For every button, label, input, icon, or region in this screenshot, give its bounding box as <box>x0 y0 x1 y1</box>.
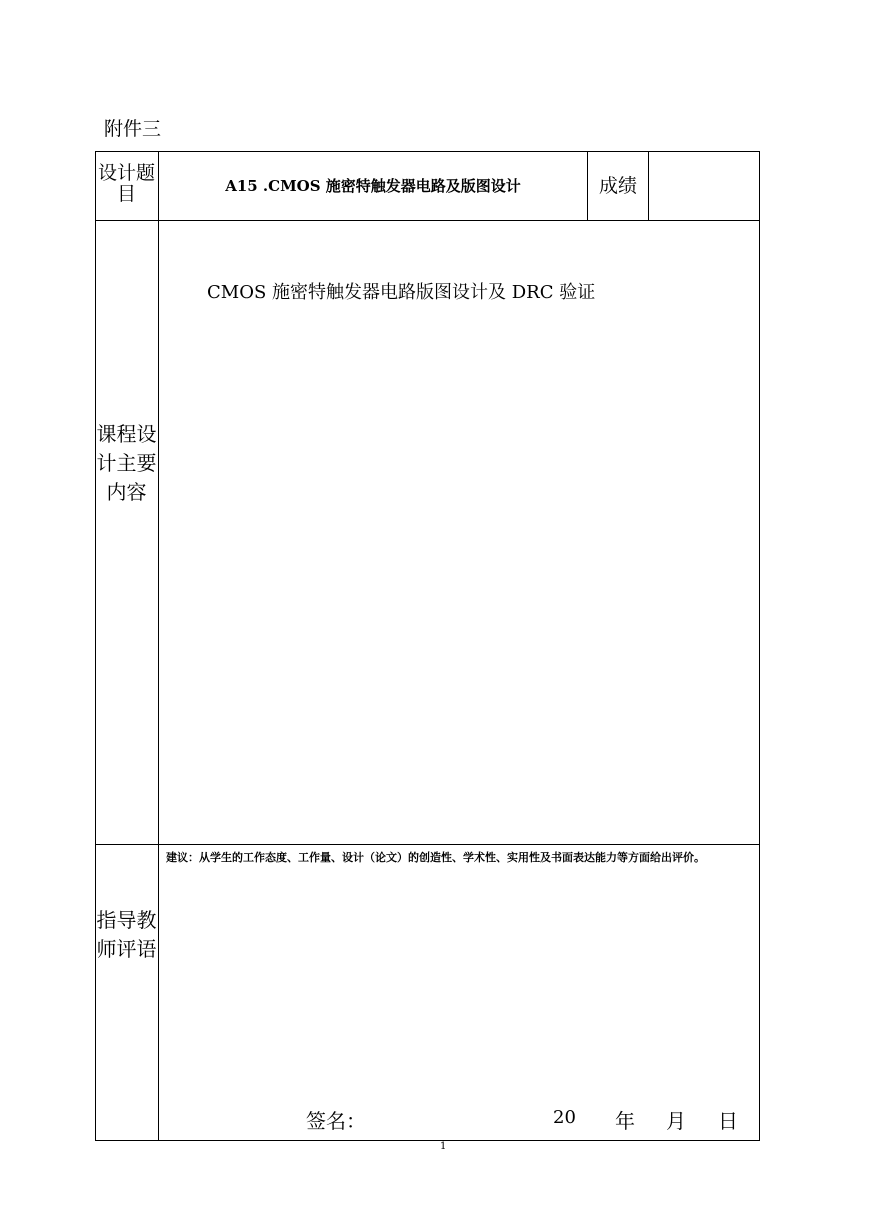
table-border-top <box>95 151 760 152</box>
date-year-prefix: 20 <box>553 1107 576 1128</box>
design-topic: A15 .CMOS 施密特触发器电路及版图设计 <box>225 177 521 195</box>
advisor-suggestion: 建议：从学生的工作态度、工作量、设计（论文）的创造性、学术性、实用性及书面表达能力等方面给出评价。 <box>166 851 705 864</box>
signature-label: 签名： <box>306 1109 366 1133</box>
page-number: 1 <box>440 1141 447 1152</box>
date-month-label: 月 <box>666 1109 686 1133</box>
date-year-label: 年 <box>615 1109 635 1133</box>
table-border-row1 <box>95 220 760 221</box>
advisor-comment-label: 指导教师评语 <box>96 908 157 961</box>
table-border-bottom <box>95 1140 760 1141</box>
table-border-right <box>759 151 760 1141</box>
table-border-grade-right <box>648 151 649 221</box>
content-title: CMOS 施密特触发器电路版图设计及 DRC 验证 <box>207 282 596 303</box>
table-border-label-col <box>158 151 159 1141</box>
table-border-left <box>95 151 96 1141</box>
attachment-label: 附件三 <box>104 118 162 140</box>
content-label: 课程设计主要内容 <box>96 422 157 504</box>
design-title-label: 设计题目 <box>97 162 155 205</box>
table-border-row2 <box>95 844 760 845</box>
date-day-label: 日 <box>718 1109 738 1133</box>
grade-label: 成绩 <box>598 175 637 197</box>
